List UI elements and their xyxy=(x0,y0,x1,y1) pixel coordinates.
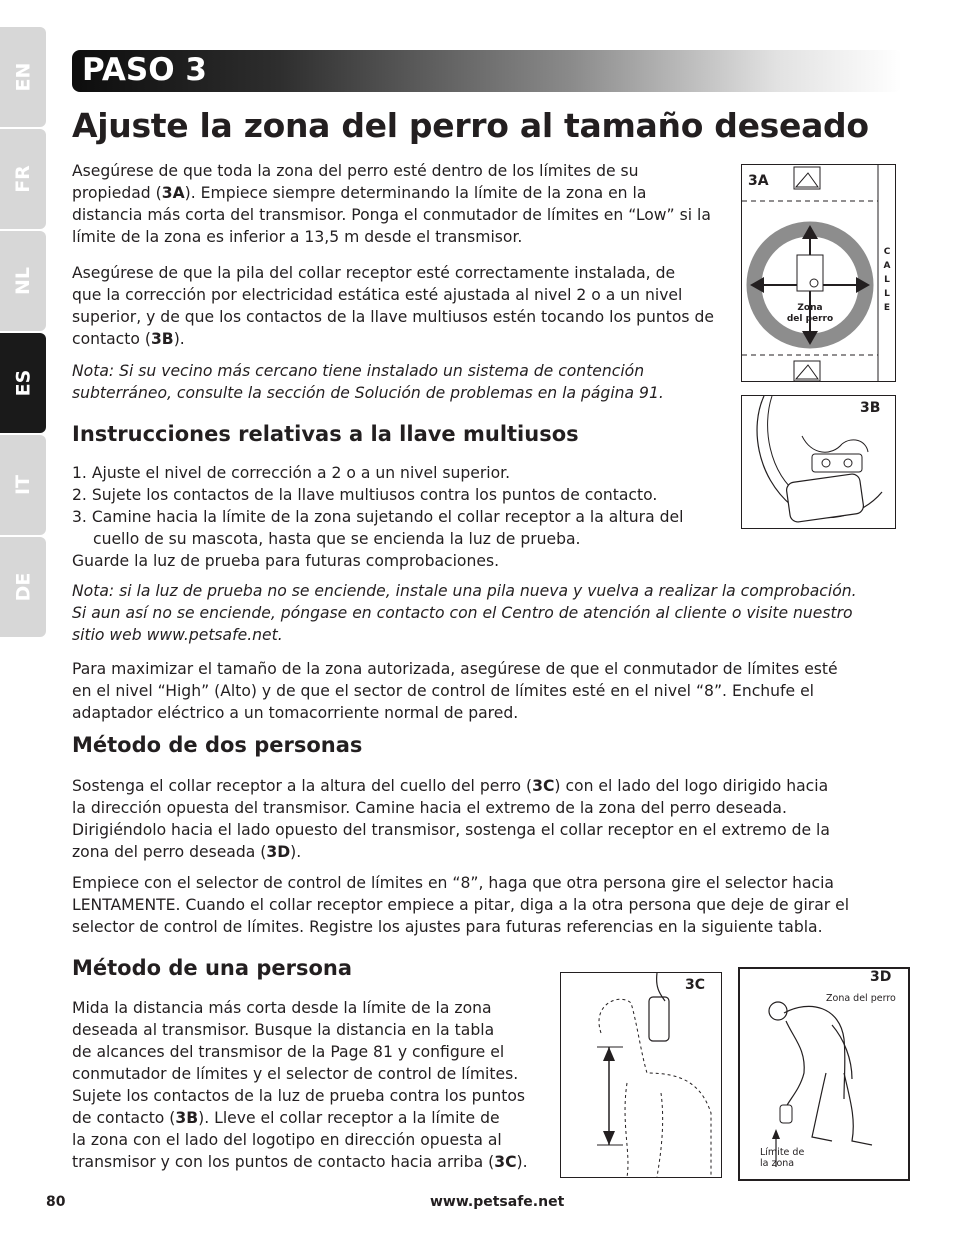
figure-label: 3A xyxy=(748,173,769,189)
figure-label: 3B xyxy=(860,400,881,416)
footer-url[interactable]: www.petsafe.net xyxy=(430,1194,565,1210)
paragraph-battery: Asegúrese de que la pila del collar receptor esté correctamente instalada, de que la corrección por electricidad estática esté ajustada al nivel 2 o a un nivel superior, y de que los contactos de la llave multiusos estén tocando los puntos de contacto (3B). xyxy=(72,264,714,348)
figure-3b xyxy=(741,395,896,529)
figure-label: 3D xyxy=(870,969,892,985)
note-test-light: Nota: si la luz de prueba no se enciende, instale una pila nueva y vuelva a realizar la comprobación. Si aun así no se enciende, póngase en contacto con el Centro de atención al cliente o visite nuestro sitio web www.petsafe.net. xyxy=(72,582,857,644)
page-title: Ajuste la zona del perro al tamaño deseado xyxy=(72,106,869,145)
dog-zone-label: Zona del perro xyxy=(826,993,896,1004)
step-banner xyxy=(72,50,902,92)
paragraph-keep-light: Guarde la luz de prueba para futuras comprobaciones. xyxy=(72,552,500,570)
list-item: 1. Ajuste el nivel de corrección a 2 o a un nivel superior. xyxy=(72,464,511,482)
tab-es[interactable]: ES xyxy=(0,333,46,433)
list-item: 2. Sujete los contactos de la llave multiusos contra los puntos de contacto. xyxy=(72,486,658,504)
tab-it[interactable]: IT xyxy=(0,435,46,535)
list-item: 3. Camine hacia la límite de la zona sujetando el collar receptor a la altura del cuello de su mascota, hasta que se encienda la luz de prueba. xyxy=(72,508,684,548)
property-diagram xyxy=(742,165,895,381)
paragraph-selector: Empiece con el selector de control de límites en “8”, haga que otra persona gire el selector hacia LENTAMENTE. Cuando el collar receptor empiece a pitar, diga a la otra persona que deje de girar el selector de control de límites. Registre los ajustes para futuras referencias en la siguiente tabla. xyxy=(72,874,850,936)
street-label: C A L L E xyxy=(883,247,891,313)
tab-fr[interactable]: FR xyxy=(0,129,46,229)
note-neighbor: Nota: Si su vecino más cercano tiene instalado un sistema de contención subterráneo, consulte la sección de Solución de problemas en la página 91. xyxy=(72,362,664,402)
tab-nl[interactable]: NL xyxy=(0,231,46,331)
page-number: 80 xyxy=(46,1194,66,1210)
paragraph-one-person: Mida la distancia más corta desde la límite de la zona deseada al transmisor. Busque la distancia en la tabla de alcances del transmisor de la Page 81 y configure el conmutador de límites y el selector de control de límites. Sujete los contactos de la luz de prueba contra los puntos de contacto (3B). Lleve el collar receptor a la límite de la zona con el lado del logotipo en dirección opuesta al transmisor y con los puntos de contacto hacia arriba (3C). xyxy=(72,999,528,1171)
steps-list xyxy=(72,462,722,550)
paragraph-zone-bounds: Asegúrese de que toda la zona del perro esté dentro de los límites de su propiedad (3A). Empiece siempre determinando la límite de la zona en la distancia más corta del transmisor. Ponga el conmutador de límites en “Low” si la límite de la zona es inferior a 13,5 m desde el transmisor. xyxy=(72,162,711,246)
language-tabs xyxy=(0,27,50,639)
paragraph-maximize: Para maximizar el tamaño de la zona autorizada, asegúrese de que el conmutador de límites esté en el nivel “High” (Alto) y de que el sector de control de límites esté en el nivel “8”. Enchufe el adaptador eléctrico a un tomacorriente normal de pared. xyxy=(72,660,838,722)
dog-zone-label: Zona del perro xyxy=(786,303,834,324)
heading-multitool: Instrucciones relativas a la llave multiusos xyxy=(72,422,579,446)
figure-3a xyxy=(741,164,896,382)
figure-label: 3C xyxy=(685,977,706,993)
figure-3c xyxy=(560,972,722,1178)
step-label: PASO 3 xyxy=(82,52,207,88)
tab-en[interactable]: EN xyxy=(0,27,46,127)
tab-de[interactable]: DE xyxy=(0,537,46,637)
dog-height-illustration xyxy=(561,973,721,1177)
paragraph-two-person: Sostenga el collar receptor a la altura del cuello del perro (3C) con el lado del logo dirigido hacia la dirección opuesta del transmisor. Camine hacia el extremo de la zona del perro deseada. Dirigiéndolo hacia el lado opuesto del transmisor, sostenga el collar receptor en el extremo de la zona del perro deseada (3D). xyxy=(72,777,830,861)
heading-one-person: Método de una persona xyxy=(72,956,353,980)
figure-3d xyxy=(738,967,910,1181)
heading-two-person: Método de dos personas xyxy=(72,733,363,757)
zone-limit-label: Límite de la zona xyxy=(760,1147,805,1169)
